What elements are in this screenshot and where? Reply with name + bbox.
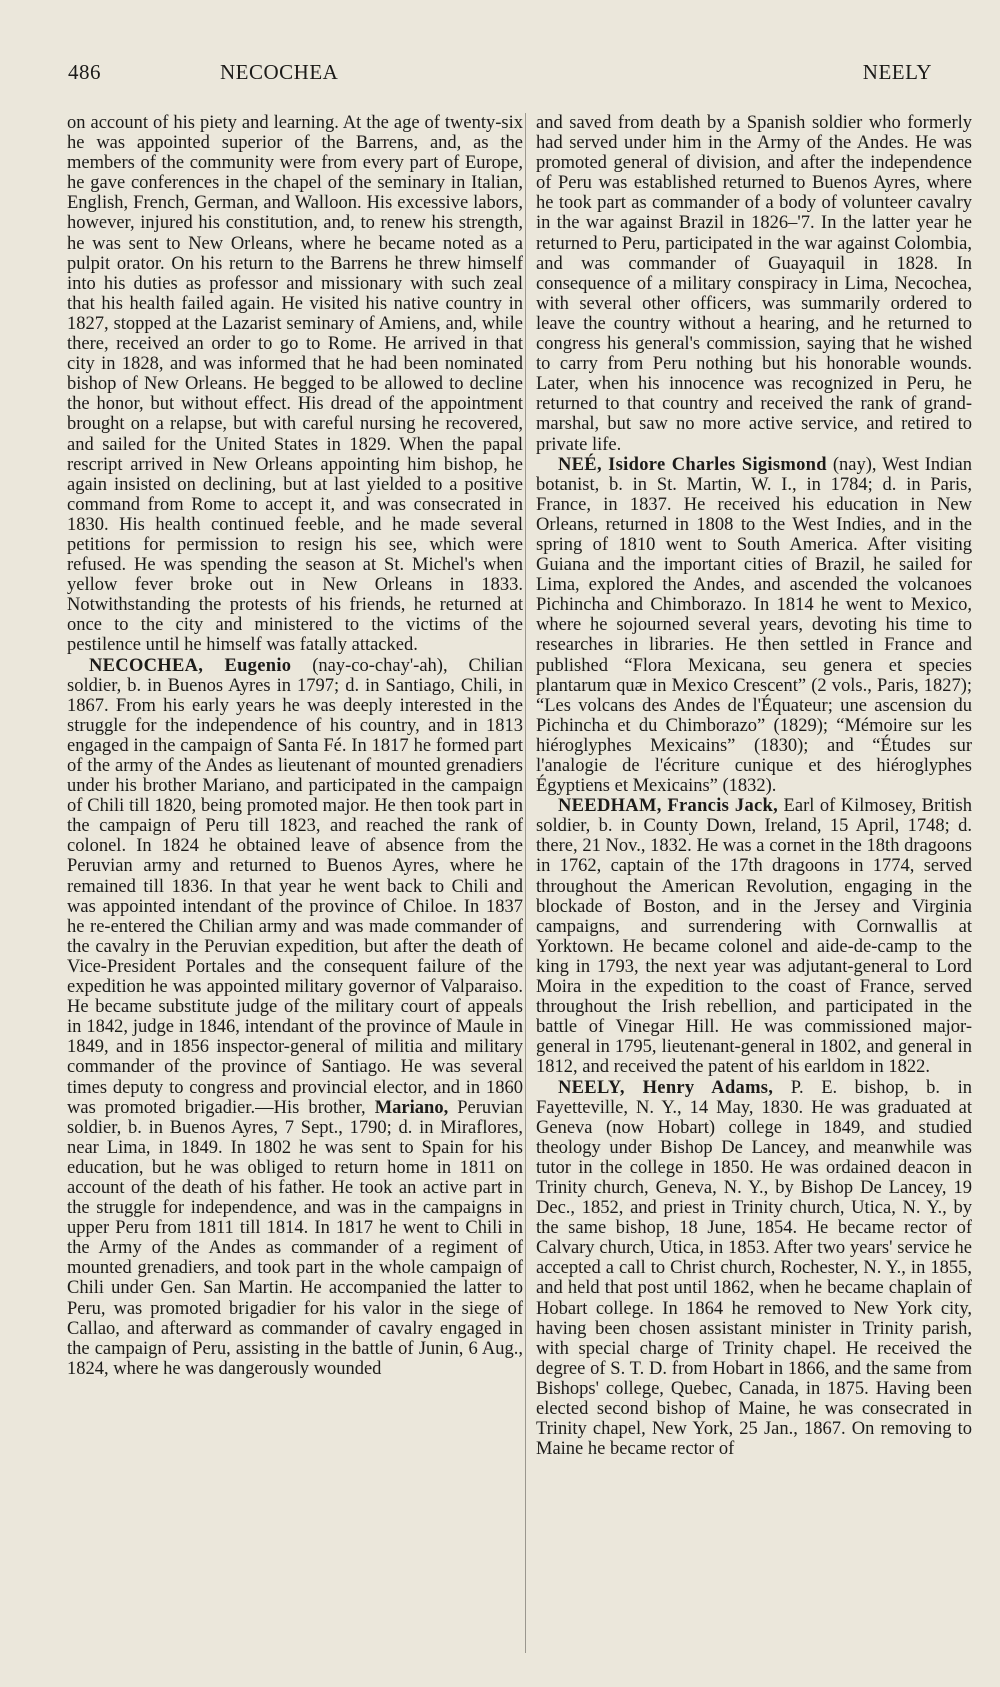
entry-headword: NEÉ, Isidore Charles Sigismond — [558, 454, 827, 475]
entry-body-continued: Peruvian soldier, b. in Buenos Ayres, 7 Sept., 1790; d. in Miraflores, near Lima, in 1849. In 1802 he was sent to Spain for his education, but he was obliged to return home in 1811 on account of the death of his father. He took an active part in the struggle for independence, and was in the campaigns in upper Peru from 1811 till 1814. In 1817 he went to Chili in the Army of the Andes as commander of a regiment of mounted grenadiers, and took part in the whole campaign of Chili under Gen. San Martin. He accompanied the latter to Peru, was promoted brigadier for his valor in the siege of Callao, and afterward as commander of cavalry engaged in the campaign of Peru, assisting in the battle of Junin, 6 Aug., 1824, where he was dangerously wounded — [67, 1097, 523, 1379]
running-head — [68, 60, 932, 90]
entry-headword: NECOCHEA, Eugenio — [89, 655, 292, 676]
running-head-right-word: NEELY — [862, 60, 932, 84]
column-divider — [525, 113, 526, 1653]
continuation-paragraph: on account of his piety and learning. At the age of twenty-six he was appointed superior of the Barrens, and, as the members of the community were from every part of Europe, he gave conferences in the chapel of the seminary in Italian, English, French, German, and Walloon. His excessive labors, however, injured his constitution, and, to renew his strength, he was sent to New Orleans, where he became noted as a pulpit orator. On his return to the Barrens he threw himself into his duties as professor and missionary with such zeal that his health failed again. He visited his native country in 1827, stopped at the Lazarist seminary of Amiens, and, while there, received an order to go to Rome. He arrived in that city in 1828, and was informed that he had been nominated bishop of New Orleans. He begged to be allowed to decline the honor, but without effect. His dread of the appointment brought on a relapse, but with careful nursing he recovered, and sailed for the United States in 1829. When the papal rescript arrived in New Orleans appointing him bishop, he again insisted on declining, but at last yielded to a positive command from Rome to accept it, and was consecrated in 1830. His health continued feeble, and he made several petitions for permission to resign his see, which were refused. He was spending the season at St. Michel's when yellow fever broke out in New Orleans in 1833. Notwithstanding the protests of his friends, he returned at once to the city and ministered to the victims of the pestilence until he himself was fatally attacked. — [67, 113, 523, 656]
entry-body: (nay), West Indian botanist, b. in St. Martin, W. I., in 1784; d. in Paris, France, in 1837. He received his education in New Orleans, returned in 1808 to the West Indies, and in the spring of 1810 went to South America. After visiting Guiana and the important cities of Brazil, he sailed for Lima, explored the Andes, and ascended the volcanoes Pichincha and Chimborazo. In 1814 he went to Mexico, where he sojourned several years, devoting his time to researches in libraries. He then settled in France and published “Flora Mexicana, seu genera et species plantarum quæ in Mexico Crescent” (2 vols., Paris, 1827); “Les volcans des Andes de l'Équateur; une ascension du Pichincha et du Chimborazo” (1829); “Mémoire sur les hiéroglyphes Mexicains” (1830); and “Études sur l'analogie de l'écriture cunique et des hiéroglyphes Égyptiens et Mexicains” (1832). — [536, 454, 972, 797]
entry-subheadword: Mariano, — [374, 1097, 449, 1118]
continuation-paragraph: and saved from death by a Spanish soldier who formerly had served under him in the Army of the Andes. He was promoted general of division, and after the independence of Peru was established returned to Buenos Ayres, where he took part as commander of a body of volunteer cavalry in the war against Brazil in 1826–'7. In the latter year he returned to Peru, participated in the war against Colombia, and was commander of Guayaquil in 1828. In consequence of a military conspiracy in Lima, Necochea, with several other officers, was summarily ordered to leave the country without a hearing, and he returned to congress his general's commission, saying that he wished to carry from Peru nothing but his honorable wounds. Later, when his innocence was recognized in Peru, he returned to that country and received the rank of grand-marshal, but saw no more active service, and retired to private life. — [536, 113, 972, 455]
right-column — [536, 113, 972, 1653]
entry-headword: NEEDHAM, Francis Jack, — [558, 796, 779, 817]
entry-nee — [536, 455, 972, 797]
entry-necochea — [67, 656, 523, 1379]
entry-neely — [536, 1078, 972, 1460]
entry-body: P. E. bishop, b. in Fayetteville, N. Y., 14 May, 1830. He was graduated at Geneva (now Hobart) college in 1849, and studied theology under Bishop De Lancey, and meanwhile was tutor in the college in 1850. He was ordained deacon in Trinity church, Geneva, N. Y., by Bishop De Lancey, 19 Dec., 1852, and priest in Trinity church, Utica, N. Y., by the same bishop, 18 June, 1854. He became rector of Calvary church, Utica, in 1853. After two years' service he accepted a call to Christ church, Rochester, N. Y., in 1855, and held that post until 1862, when he became chaplain of Hobart college. In 1864 he removed to New York city, having been chosen assistant minister in Trinity parish, with special charge of Trinity chapel. He received the degree of S. T. D. from Hobart in 1866, and the same from Bishops' college, Quebec, Canada, in 1875. Having been elected second bishop of Maine, he was consecrated in Trinity chapel, New York, 25 Jan., 1867. On removing to Maine he became rector of — [536, 1077, 972, 1460]
running-head-left-word: NECOCHEA — [220, 60, 339, 84]
entry-body: Earl of Kilmosey, British soldier, b. in County Down, Ireland, 15 April, 1748; d. there, 21 Nov., 1832. He was a cornet in the 18th dragoons in 1762, captain of the 17th dragoons in 1774, served throughout the American Revolution, engaging in the blockade of Boston, and in the Jersey and Virginia campaigns, and surrendering with Cornwallis at Yorktown. He became colonel and aide-de-camp to the king in 1793, the next year was adjutant-general to Lord Moira in the expedition to the coast of France, served throughout the Irish rebellion, and participated in the battle of Vinegar Hill. He was commissioned major-general in 1795, lieutenant-general in 1802, and general in 1812, and received the patent of his earldom in 1822. — [536, 796, 972, 1078]
entry-body: (nay-co-chay'-ah), Chilian soldier, b. in Buenos Ayres in 1797; d. in Santiago, Chili, in 1867. From his early years he was deeply interested in the struggle for the independence of his country, and in 1813 engaged in the campaign of Santa Fé. In 1817 he formed part of the army of the Andes as lieutenant of mounted grenadiers under his brother Mariano, and participated in the campaign of Chili till 1820, being promoted major. He then took part in the campaign of Peru till 1823, and reached the rank of colonel. In 1824 he obtained leave of absence from the Peruvian army and returned to Buenos Ayres, where he remained till 1836. In that year he went back to Chili and was appointed intendant of the province of Chiloe. In 1837 he re-entered the Chilian army and was made commander of the cavalry in the Peruvian expedition, but after the death of Vice-President Portales and the consequent failure of the expedition he was appointed military governor of Valparaiso. He became substitute judge of the military court of appeals in 1842, judge in 1846, intendant of the province of Maule in 1849, and in 1856 inspector-general of militia and military commander of the province of Santiago. He was several times deputy to congress and provincial elector, and in 1860 was promoted brigadier.—His brother, — [67, 655, 523, 1118]
page-number: 486 — [68, 60, 101, 84]
entry-headword: NEELY, Henry Adams, — [558, 1077, 774, 1098]
left-column — [67, 113, 523, 1653]
entry-needham — [536, 796, 972, 1077]
